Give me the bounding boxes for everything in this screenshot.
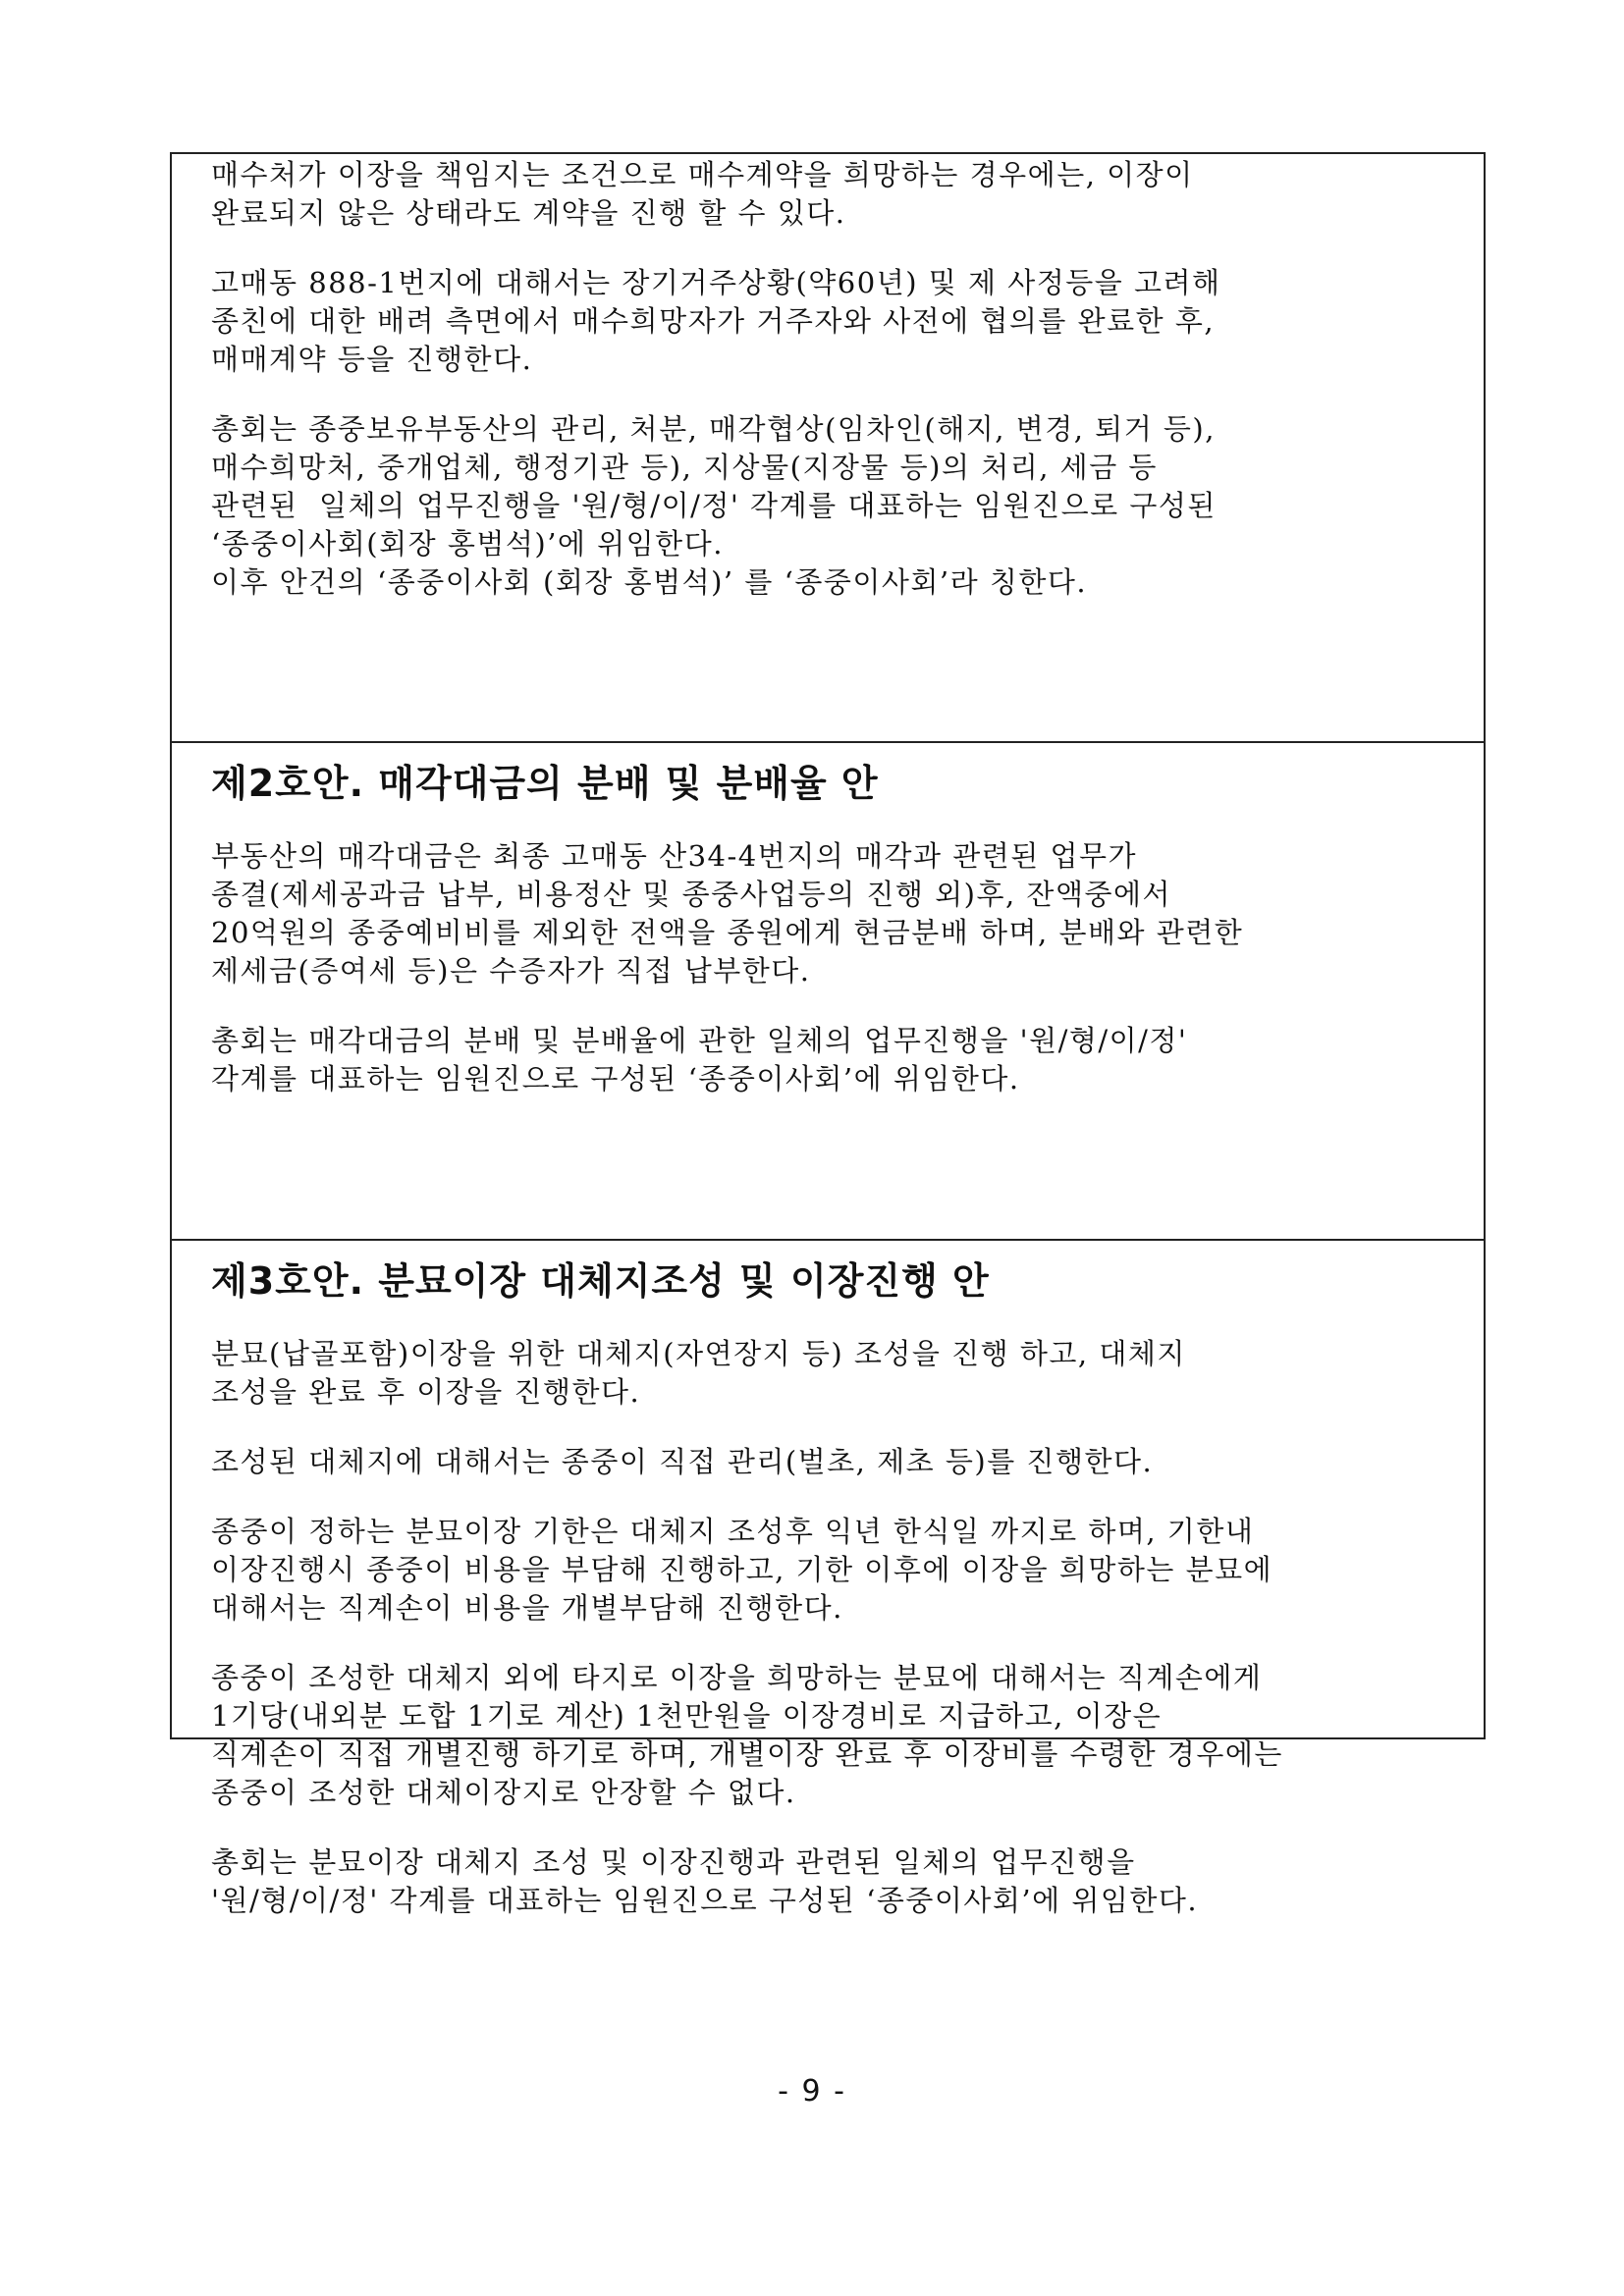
section-title: 제3호안. 분묘이장 대체지조성 및 이장진행 안 [211, 1259, 990, 1303]
text-line: 총회는 매각대금의 분배 및 분배율에 관한 일체의 업무진행을 '원/형/이/정' [211, 1024, 1188, 1057]
text-line: 각계를 대표하는 임원진으로 구성된 ‘종중이사회’에 위임한다. [211, 1062, 1020, 1095]
text-line: 20억원의 종중예비비를 제외한 전액을 종원에게 현금분배 하며, 분배와 관련한 [211, 916, 1244, 949]
text-line: 1기당(내외분 도합 1기로 계산) 1천만원을 이장경비로 지급하고, 이장은 [211, 1699, 1163, 1733]
text-line: 매수처가 이장을 책임지는 조건으로 매수계약을 희망하는 경우에는, 이장이 [211, 158, 1194, 191]
text-line: 매수희망처, 중개업체, 행정기관 등), 지상물(지장물 등)의 처리, 세금 등 [211, 451, 1158, 484]
paragraph [211, 156, 1450, 233]
text-line: 조성된 대체지에 대해서는 종중이 직접 관리(벌초, 제초 등)를 진행한다. [211, 1445, 1154, 1478]
paragraph [211, 1513, 1450, 1628]
page-number: - 9 - [778, 2074, 846, 2109]
text-line: 종중이 정하는 분묘이장 기한은 대체지 조성후 익년 한식일 까지로 하며, 기한내 [211, 1515, 1255, 1548]
paragraph [211, 1022, 1450, 1098]
text-line: 직계손이 직접 개별진행 하기로 하며, 개별이장 완료 후 이장비를 수령한 경우에는 [211, 1737, 1283, 1771]
text-line: 총회는 분묘이장 대체지 조성 및 이장진행과 관련된 일체의 업무진행을 [211, 1845, 1136, 1879]
text-line: 부동산의 매각대금은 최종 고매동 산34-4번지의 매각과 관련된 업무가 [211, 839, 1138, 873]
paragraph [211, 1659, 1450, 1812]
text-line: 이후 안건의 ‘종중이사회 (회장 홍범석)’ 를 ‘종중이사회’라 칭한다. [211, 565, 1088, 599]
text-line: '원/형/이/정' 각계를 대표하는 임원진으로 구성된 ‘종중이사회’에 위임한다. [211, 1884, 1199, 1917]
text-line: 매매계약 등을 진행한다. [211, 343, 533, 376]
paragraph [211, 1843, 1450, 1920]
text-line: 관련된 일체의 업무진행을 '원/형/이/정' 각계를 대표하는 임원진으로 구성된 [211, 489, 1217, 522]
text-line: 고매동 888-1번지에 대해서는 장기거주상황(약60년) 및 제 사정등을 고려해 [211, 266, 1221, 299]
text-line: 분묘(납골포함)이장을 위한 대체지(자연장지 등) 조성을 진행 하고, 대체지 [211, 1337, 1186, 1370]
text-line: ‘종중이사회(회장 홍범석)’에 위임한다. [211, 527, 724, 561]
text-line: 종결(제세공과금 납부, 비용정산 및 종중사업등의 진행 외)후, 잔액중에서 [211, 878, 1171, 911]
text-line: 제세금(증여세 등)은 수증자가 직접 납부한다. [211, 954, 811, 988]
paragraph [211, 264, 1450, 379]
agenda-frame [170, 152, 1486, 1917]
paragraph [211, 410, 1450, 602]
text-line: 총회는 종중보유부동산의 관리, 처분, 매각협상(임차인(해지, 변경, 퇴거 등), [211, 412, 1216, 446]
paragraph [211, 1443, 1450, 1481]
text-line: 조성을 완료 후 이장을 진행한다. [211, 1375, 641, 1409]
text-line: 이장진행시 종중이 비용을 부담해 진행하고, 기한 이후에 이장을 희망하는 분묘에 [211, 1553, 1273, 1586]
section-title: 제2호안. 매각대금의 분배 및 분배율 안 [211, 762, 879, 805]
text-line: 종친에 대한 배려 측면에서 매수희망자가 거주자와 사전에 협의를 완료한 후, [211, 304, 1216, 338]
text-line: 종중이 조성한 대체이장지로 안장할 수 없다. [211, 1776, 796, 1809]
text-line: 종중이 조성한 대체지 외에 타지로 이장을 희망하는 분묘에 대해서는 직계손에게 [211, 1661, 1263, 1694]
paragraph [211, 1335, 1450, 1412]
section-3 [172, 1253, 1484, 1917]
text-line: 완료되지 않은 상태라도 계약을 진행 할 수 있다. [211, 196, 846, 230]
section-1-continued [172, 154, 1484, 743]
paragraph [211, 837, 1450, 990]
text-line: 대해서는 직계손이 비용을 개별부담해 진행한다. [211, 1591, 843, 1625]
section-2 [172, 755, 1484, 1241]
